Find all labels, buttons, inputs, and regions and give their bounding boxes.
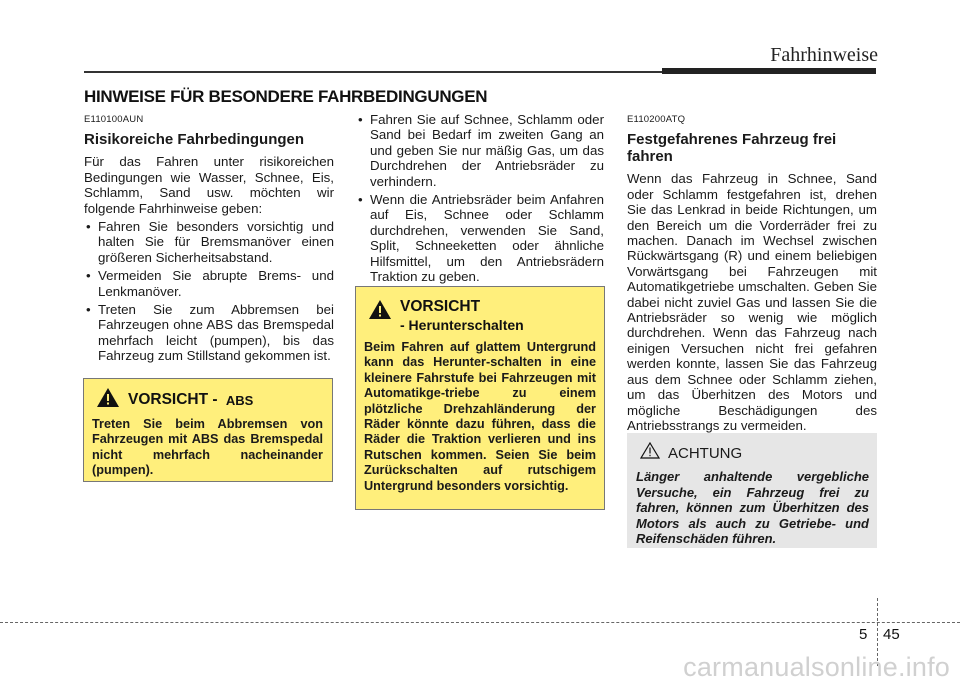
reference-code: E110200ATQ [627, 114, 686, 125]
notice-body: Länger anhaltende vergebliche Versuche, ein Fahrzeug frei zu fahren, können zum Überhitzen des Motors als auch zu Getriebe- und Reifenschäden führen. [636, 469, 869, 547]
column-1 [84, 112, 334, 367]
caution-title-sub: ABS [225, 392, 254, 408]
header-rule-bold [662, 68, 876, 74]
reference-code: E110100AUN [84, 114, 144, 125]
paragraph: Wenn das Fahrzeug in Schnee, Sand oder Schlamm festgefahren ist, drehen Sie das Lenkrad in beide Richtungen, um den Bereich um die Vorderräder frei zu machen. Danach im Wechsel zwischen Rückwärtsgang (R) und einem beliebigen Vorwärtsgang bei Fahrzeugen mit Automatikgetriebe umschalten. Geben Sie dabei nicht zuviel Gas und lassen Sie die Antriebsräder so wenig wie möglich durchdrehen. Wenn das Fahrzeug nach einigen Versuchen nicht frei gefahren werden konnte, lassen Sie das Fahrzeug aus dem Schnee oder Schlamm ziehen, um das Überhitzen des Motors und mögliche Beschädigungen des Antriebsstrangs zu vermeiden. [627, 171, 877, 433]
notice-title-text: ACHTUNG [668, 444, 743, 462]
list-item: • Fahren Sie auf Schnee, Schlamm oder Sand bei Bedarf im zweiten Gang an und geben Sie nur mäßig Gas, um das Durchdrehen der Antriebsräder zu verhindern. [356, 112, 604, 189]
warning-triangle-icon [368, 299, 392, 325]
caution-title-main: VORSICHT [400, 298, 481, 315]
notice-box [627, 433, 877, 548]
column-3 [627, 112, 877, 433]
header-rule [84, 71, 664, 73]
footer-rule [0, 622, 960, 623]
list-item: • Wenn die Antriebsräder beim Anfahren auf Eis, Schnee oder Schlamm durchdrehen, verwenden Sie Sand, Split, Schneeketten oder ähnliche Hilfsmittel, um den Antriebsrädern Traktion zu geben. [356, 192, 604, 284]
section-title: HINWEISE FÜR BESONDERE FAHRBEDINGUNGEN [84, 87, 488, 106]
caution-title [364, 297, 596, 334]
bullet-list [84, 219, 334, 364]
caution-box-downshift [355, 286, 605, 510]
caution-title [92, 387, 323, 413]
subsection-heading: Festgefahrenes Fahrzeug frei fahren [627, 131, 837, 166]
caution-box-abs [83, 378, 333, 482]
notice-title [636, 442, 869, 464]
list-item: • Treten Sie zum Abbremsen bei Fahrzeugen ohne ABS das Bremspedal mehrfach leicht (pumpen), bis das Fahrzeug zum Stillstand gekommen ist. [84, 302, 334, 364]
paragraph: Für das Fahren unter risikoreichen Bedingungen wie Wasser, Schnee, Eis, Schlamm, Sand usw. möchten wir folgende Fahrhinweise geben: [84, 154, 334, 216]
chapter-number: 5 [859, 626, 868, 643]
warning-triangle-icon [96, 387, 120, 413]
caution-body: Treten Sie beim Abbremsen von Fahrzeugen mit ABS das Bremspedal nicht mehrfach nacheinander (pumpen). [92, 417, 323, 478]
caution-title-sub: - Herunterschalten [400, 317, 524, 333]
page-number: 45 [883, 626, 900, 643]
caution-body: Beim Fahren auf glattem Untergrund kann das Herunter-schalten in eine kleinere Fahrstufe bei Fahrzeugen mit Automatikge-triebe zu einem plötzliche Drehzahländerung der Räder könnte dazu führen, dass die Räder die Traktion verlieren und ins Rutschen kommen. Seien Sie beim Zurückschalten auf rutschigem Untergrund besonders vorsichtig. [364, 340, 596, 493]
warning-triangle-icon [640, 442, 660, 464]
list-item: • Fahren Sie besonders vorsichtig und halten Sie für Bremsmanöver einen größeren Sicherheitsabstand. [84, 219, 334, 265]
watermark: carmanualsonline.info [683, 652, 950, 682]
bullet-list [356, 112, 604, 284]
column-2 [356, 112, 604, 287]
subsection-heading: Risikoreiche Fahrbedingungen [84, 131, 305, 149]
list-item: • Vermeiden Sie abrupte Brems- und Lenkmanöver. [84, 268, 334, 299]
running-header: Fahrhinweise [770, 44, 878, 66]
caution-title-main: VORSICHT - [128, 391, 222, 408]
